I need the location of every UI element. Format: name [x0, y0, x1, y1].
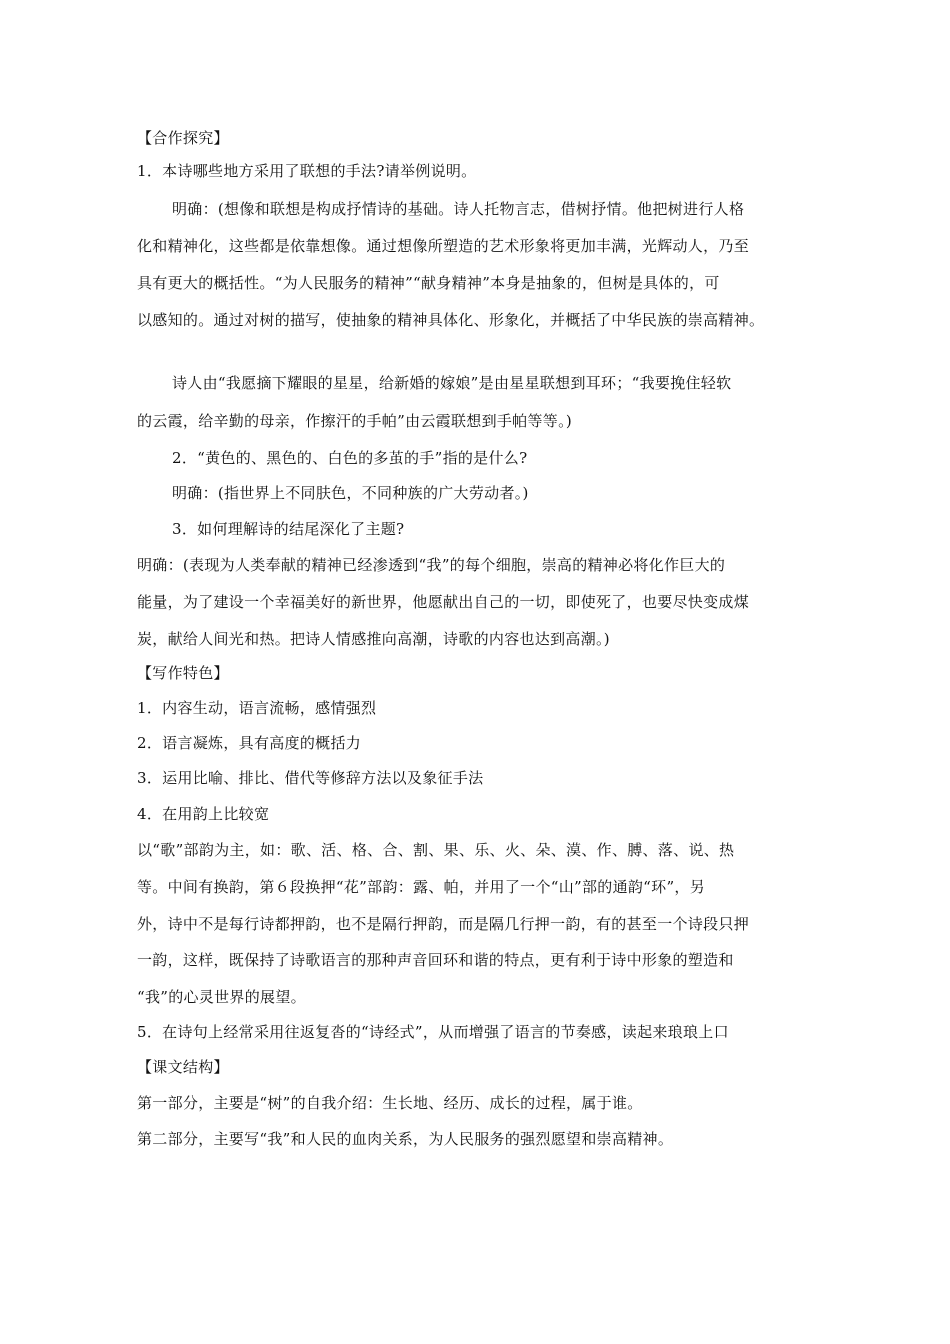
feature-3: 3．运用比喻、排比、借代等修辞方法以及象征手法 [137, 769, 484, 787]
answer-1-line-3: 具有更大的概括性。“为人民服务的精神”“献身精神”本身是抽象的，但树是具体的，可 [137, 274, 720, 292]
rhyme-line-5: “我”的心灵世界的展望。 [137, 988, 306, 1006]
feature-4: 4．在用韵上比较宽 [137, 805, 270, 823]
answer-1-line-6: 的云霞，给辛勤的母亲，作擦汗的手帕”由云霞联想到手帕等等。) [137, 412, 573, 430]
question-3: 3．如何理解诗的结尾深化了主题? [172, 520, 405, 538]
rhyme-line-1: 以“歌”部韵为主，如：歌、活、格、合、割、果、乐、火、朵、漠、作、膊、落、说、热 [137, 841, 735, 859]
section-heading-writing-features: 【写作特色】 [137, 664, 229, 682]
answer-1-line-1: 明确：(想像和联想是构成抒情诗的基础。诗人托物言志，借树抒情。他把树进行人格 [172, 200, 745, 218]
feature-5: 5．在诗句上经常采用往返复沓的“诗经式”，从而增强了语言的节奏感，读起来琅琅上口 [137, 1023, 729, 1041]
structure-part-2: 第二部分，主要写“我”和人民的血肉关系，为人民服务的强烈愿望和崇高精神。 [137, 1130, 674, 1148]
section-heading-text-structure: 【课文结构】 [137, 1058, 229, 1076]
question-1: 1．本诗哪些地方采用了联想的手法?请举例说明。 [137, 162, 477, 180]
feature-2: 2．语言凝炼，具有高度的概括力 [137, 734, 362, 752]
answer-2: 明确：(指世界上不同肤色，不同种族的广大劳动者。) [172, 484, 529, 502]
section-heading-cooperative-inquiry: 【合作探究】 [137, 129, 229, 147]
answer-3-line-2: 能量，为了建设一个幸福美好的新世界，他愿献出自己的一切，即使死了，也要尽快变成煤 [137, 593, 750, 611]
rhyme-line-2: 等。中间有换韵，第６段换押“花”部韵：露、帕，并用了一个“山”部的通韵“环”，另 [137, 878, 706, 896]
answer-1-line-4: 以感知的。通过对树的描写，使抽象的精神具体化、形象化，并概括了中华民族的崇高精神。 [137, 311, 765, 329]
question-2: 2．“黄色的、黑色的、白色的多茧的手”指的是什么? [172, 449, 528, 467]
answer-3-line-1: 明确：(表现为人类奉献的精神已经渗透到“我”的每个细胞，崇高的精神必将化作巨大的 [137, 556, 726, 574]
structure-part-1: 第一部分，主要是“树”的自我介绍：生长地、经历、成长的过程，属于谁。 [137, 1094, 643, 1112]
feature-1: 1．内容生动，语言流畅，感情强烈 [137, 699, 377, 717]
answer-3-line-3: 炭，献给人间光和热。把诗人情感推向高潮，诗歌的内容也达到高潮。) [137, 630, 610, 648]
rhyme-line-3: 外，诗中不是每行诗都押韵，也不是隔行押韵，而是隔几行押一韵，有的甚至一个诗段只押 [137, 915, 750, 933]
answer-1-line-5: 诗人由“我愿摘下耀眼的星星，给新婚的嫁娘”是由星星联想到耳环；“我要挽住轻软 [172, 374, 732, 392]
rhyme-line-4: 一韵，这样，既保持了诗歌语言的那种声音回环和谐的特点，更有利于诗中形象的塑造和 [137, 951, 734, 969]
answer-1-line-2: 化和精神化，这些都是依靠想像。通过想像所塑造的艺术形象将更加丰满，光辉动人，乃至 [137, 237, 750, 255]
